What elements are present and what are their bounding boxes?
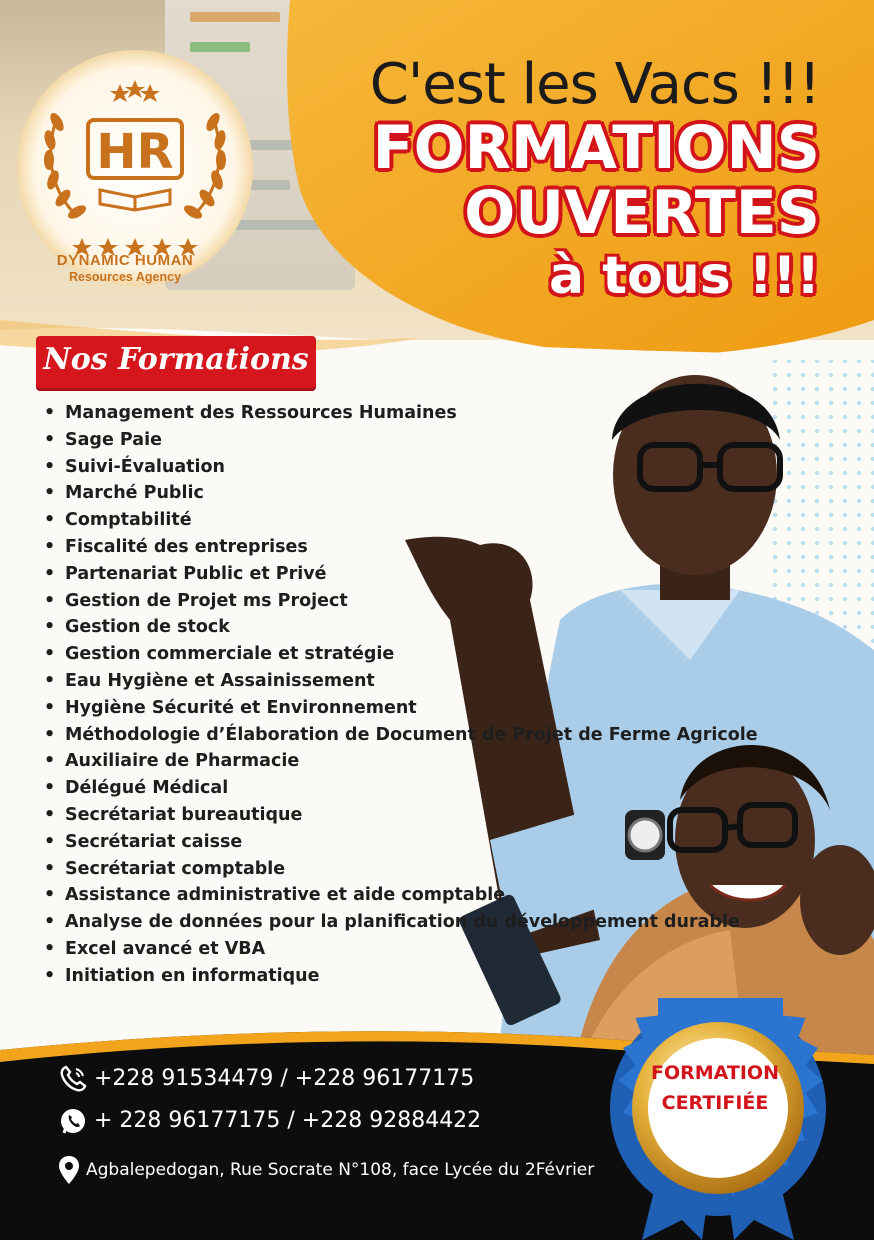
headline-line3: OUVERTES [464,178,820,248]
training-item: • Fiscalité des entreprises [44,537,758,564]
location-pin-icon [58,1155,80,1185]
section-banner [36,336,316,388]
training-item: • Gestion de stock [44,617,758,644]
phone-numbers[interactable]: +228 91534479 / +228 96177175 [94,1066,475,1091]
whatsapp-icon [58,1106,88,1136]
logo-monogram: HR [96,124,174,180]
logo-name-line1: DYNAMIC HUMAN [56,252,194,269]
headline-line1: C'est les Vacs !!! [369,52,820,117]
training-item: • Auxiliaire de Pharmacie [44,751,758,778]
headline-line4: à tous !!! [549,246,820,306]
section-title: Nos Formations [43,342,309,377]
training-item: • Délégué Médical [44,778,758,805]
training-item: • Eau Hygiène et Assainissement [44,671,758,698]
training-item: • Secrétariat caisse [44,832,758,859]
training-item: • Initiation en informatique [44,966,758,993]
training-list [44,403,758,993]
whatsapp-numbers[interactable]: + 228 96177175 / +228 92884422 [94,1108,482,1133]
training-item: • Hygiène Sécurité et Environnement [44,698,758,725]
training-item: • Secrétariat comptable [44,859,758,886]
training-item: • Excel avancé et VBA [44,939,758,966]
training-item: • Secrétariat bureautique [44,805,758,832]
headline-line2: FORMATIONS [372,113,820,183]
contact-phone-row [58,1064,474,1094]
training-item: • Comptabilité [44,510,758,537]
training-item: • Gestion de Projet ms Project [44,591,758,618]
phone-icon [58,1064,88,1094]
certified-badge [602,998,834,1240]
training-item: • Partenariat Public et Privé [44,564,758,591]
training-item: • Gestion commerciale et stratégie [44,644,758,671]
contact-whatsapp-row [58,1106,481,1136]
training-item: • Méthodologie d’Élaboration de Document de Projet de Ferme Agricole [44,725,758,752]
address-text: Agbalepedogan, Rue Socrate N°108, face Lycée du 2Février [86,1160,595,1180]
training-item: • Analyse de données pour la planification du développement durable [44,912,758,939]
training-item: • Management des Ressources Humaines [44,403,758,430]
logo-name-line2: Resources Agency [68,270,182,284]
contact-address-row [58,1155,594,1185]
badge-line2: CERTIFIÉE [661,1092,769,1114]
training-item: • Sage Paie [44,430,758,457]
badge-line1: FORMATION [651,1062,779,1084]
training-item: • Marché Public [44,483,758,510]
training-item: • Assistance administrative et aide comptable [44,885,758,912]
training-item: • Suivi-Évaluation [44,457,758,484]
